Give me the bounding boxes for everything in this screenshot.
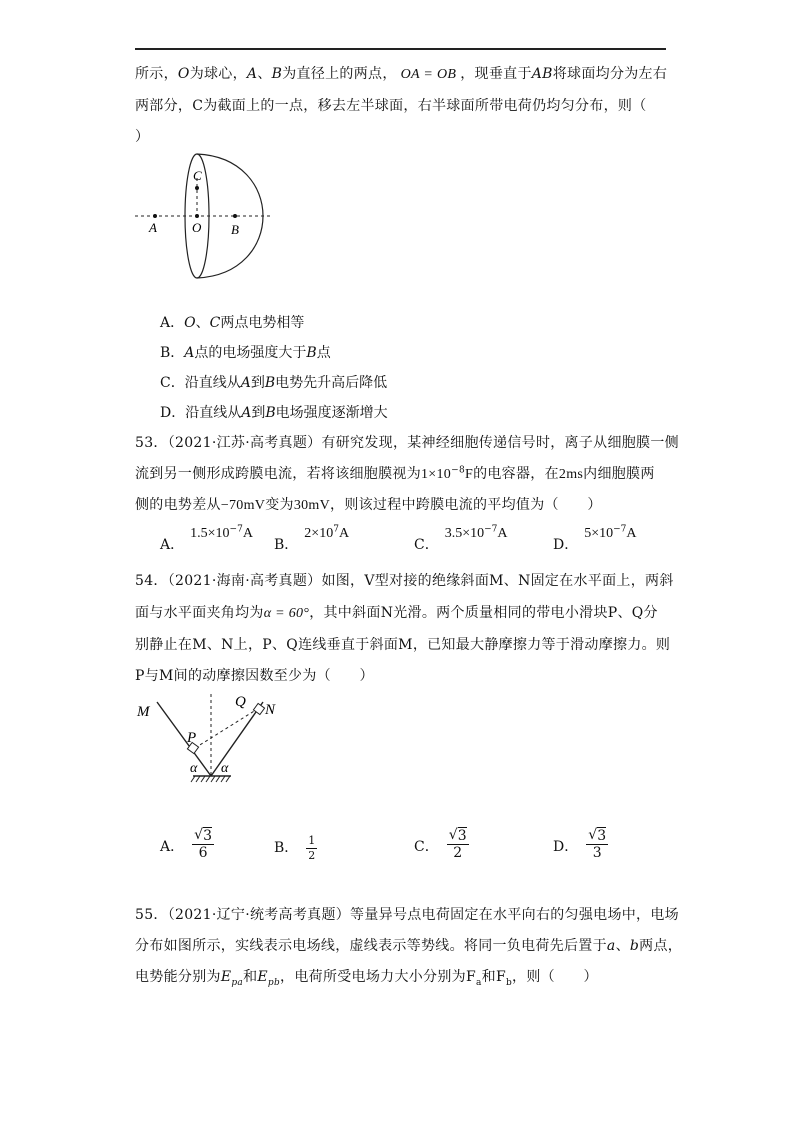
q55-line2: 分布如图所示，实线表示电场线，虚线表示等势线。将同一负电荷先后置于a、b两点， xyxy=(135,938,683,954)
q54-line3: 别静止在M、N上，P、Q连线垂直于斜面M，已知最大静摩擦力等于滑动摩擦力。则 xyxy=(135,637,671,653)
label-alpha-right: α xyxy=(221,761,229,776)
q55-line3: 电势能分别为$E_{pa}$和$E_{pb}$，电荷所受电场力大小分别为$F_a$和$F_b$，则（ ） xyxy=(135,969,598,988)
q53-option-d[interactable]: D．$5\times 10^{-7}A$ xyxy=(553,524,637,553)
q53-option-b[interactable]: B．$2\times 10^7A$ xyxy=(274,524,350,553)
q54-option-b[interactable]: B． $\frac{1}{2}$ xyxy=(274,834,316,862)
q52-option-b[interactable]: B．A点的电场强度大于B点 xyxy=(160,345,331,361)
label-q: Q xyxy=(235,694,246,710)
label-c: C xyxy=(193,168,202,183)
q52-line3: ） xyxy=(135,129,150,145)
q52-line2: 两部分，C为截面上的一点，移去左半球面，右半球面所带电荷仍均匀分布，则（ xyxy=(135,98,647,114)
q54-line2: 面与水平面夹角均为α = 60°，其中斜面N光滑。两个质量相同的带电小滑块P、Q分 xyxy=(135,605,658,621)
point-c xyxy=(195,186,199,190)
q55-line1: 55．（2021·辽宁·统考高考真题）等量异号点电荷固定在水平向右的匀强电场中，电场 xyxy=(135,907,679,923)
label-m: M xyxy=(137,704,150,720)
q52-option-a[interactable]: A．O、C两点电势相等 xyxy=(160,315,305,331)
q54-line4: P与M间的动摩擦因数至少为（ ） xyxy=(135,668,374,684)
top-rule xyxy=(135,48,666,50)
label-o: O xyxy=(192,220,202,235)
q53-line2: 流到另一侧形成跨膜电流，若将该细胞膜视为$1\times 10^{-8}F$的电容器，在2ms内细胞膜两 xyxy=(135,465,655,482)
q53-option-c[interactable]: C．$3.5\times 10^{-7}A$ xyxy=(414,524,508,553)
q54-option-a[interactable]: A． √ $\frac{3}{6}$ xyxy=(160,828,214,861)
label-a: A xyxy=(149,220,157,235)
point-a xyxy=(153,214,157,218)
point-o xyxy=(195,214,199,218)
q54-option-c[interactable]: C． √ $\frac{3}{2}$ xyxy=(414,828,469,861)
q53-option-a[interactable]: A．$1.5\times 10^{-7}A$ xyxy=(160,524,253,553)
q53-line3: 侧的电势差从−70mV变为30mV，则该过程中跨膜电流的平均值为（ ） xyxy=(135,497,602,513)
label-n: N xyxy=(265,702,276,718)
q52-option-c[interactable]: C．沿直线从A到B电势先升高后降低 xyxy=(160,375,388,391)
v-incline-figure xyxy=(135,690,295,800)
q52-line1: 所示，O为球心，A、B为直径上的两点， OA = OB ，现垂直于AB将球面均分为左右 xyxy=(135,66,668,82)
hemisphere-figure xyxy=(135,150,275,290)
point-b xyxy=(233,214,237,218)
label-b: B xyxy=(231,222,239,237)
oa-ob-equation: OA = OB xyxy=(400,67,457,82)
label-alpha-left: α xyxy=(190,761,198,776)
q54-option-d[interactable]: D． √ $\frac{3}{3}$ xyxy=(553,828,608,861)
q54-line1: 54．（2021·海南·高考真题）如图，V型对接的绝缘斜面M、N固定在水平面上，两斜 xyxy=(135,573,674,589)
q52-option-d[interactable]: D．沿直线从A到B电场强度逐渐增大 xyxy=(160,405,388,421)
q53-line1: 53．（2021·江苏·高考真题）有研究发现，某神经细胞传递信号时，离子从细胞膜一侧 xyxy=(135,435,679,451)
label-p: P xyxy=(187,730,197,746)
